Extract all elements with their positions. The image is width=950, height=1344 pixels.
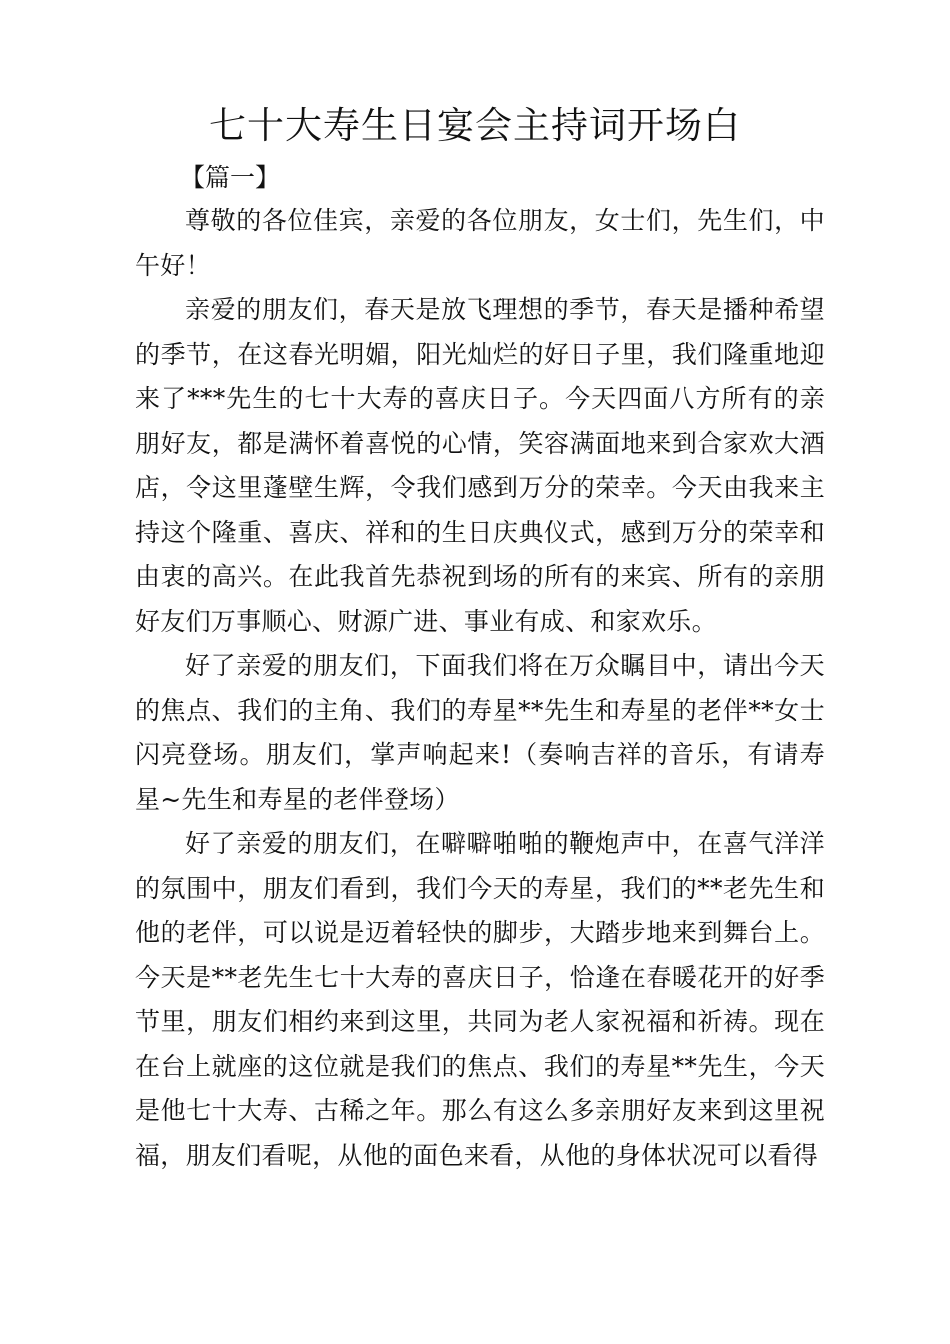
document-body: [135, 199, 825, 1178]
paragraph-opening: 亲爱的朋友们，春天是放飞理想的季节，春天是播种希望的季节，在这春光明媚，阳光灿烂的好日子里，我们隆重地迎来了***先生的七十大寿的喜庆日子。今天四面八方所有的亲朋好友，都是满怀着喜悦的心情，笑容满面地来到合家欢大酒店，令这里蓬壁生辉，令我们感到万分的荣幸。今天由我来主持这个隆重、喜庆、祥和的生日庆典仪式，感到万分的荣幸和由衷的高兴。在此我首先恭祝到场的所有的来宾、所有的亲朋好友们万事顺心、财源广进、事业有成、和家欢乐。: [135, 295, 825, 636]
paragraph-introduction: 好了亲爱的朋友们，下面我们将在万众瞩目中，请出今天的焦点、我们的主角、我们的寿星**先生和寿星的老伴**女士闪亮登场。朋友们，掌声响起来!（奏响吉祥的音乐，有请寿星~先生和寿星的老伴登场）: [135, 651, 825, 814]
paragraph-greeting: 尊敬的各位佳宾，亲爱的各位朋友，女士们，先生们，中午好！: [135, 206, 825, 280]
paragraph-stage: 好了亲爱的朋友们，在噼噼啪啪的鞭炮声中，在喜气洋洋的氛围中，朋友们看到，我们今天的寿星，我们的**老先生和他的老伴，可以说是迈着轻快的脚步，大踏步地来到舞台上。今天是**老先生七十大寿的喜庆日子，恰逢在春暖花开的好季节里，朋友们相约来到这里，共同为老人家祝福和祈祷。现在在台上就座的这位就是我们的焦点、我们的寿星**先生，今天是他七十大寿、古稀之年。那么有这么多亲朋好友来到这里祝福，朋友们看呢，从他的面色来看，从他的身体状况可以看得: [135, 829, 825, 1170]
section-label: 【篇一】: [180, 163, 281, 192]
document-title: 七十大寿生日宴会主持词开场白: [209, 104, 741, 147]
